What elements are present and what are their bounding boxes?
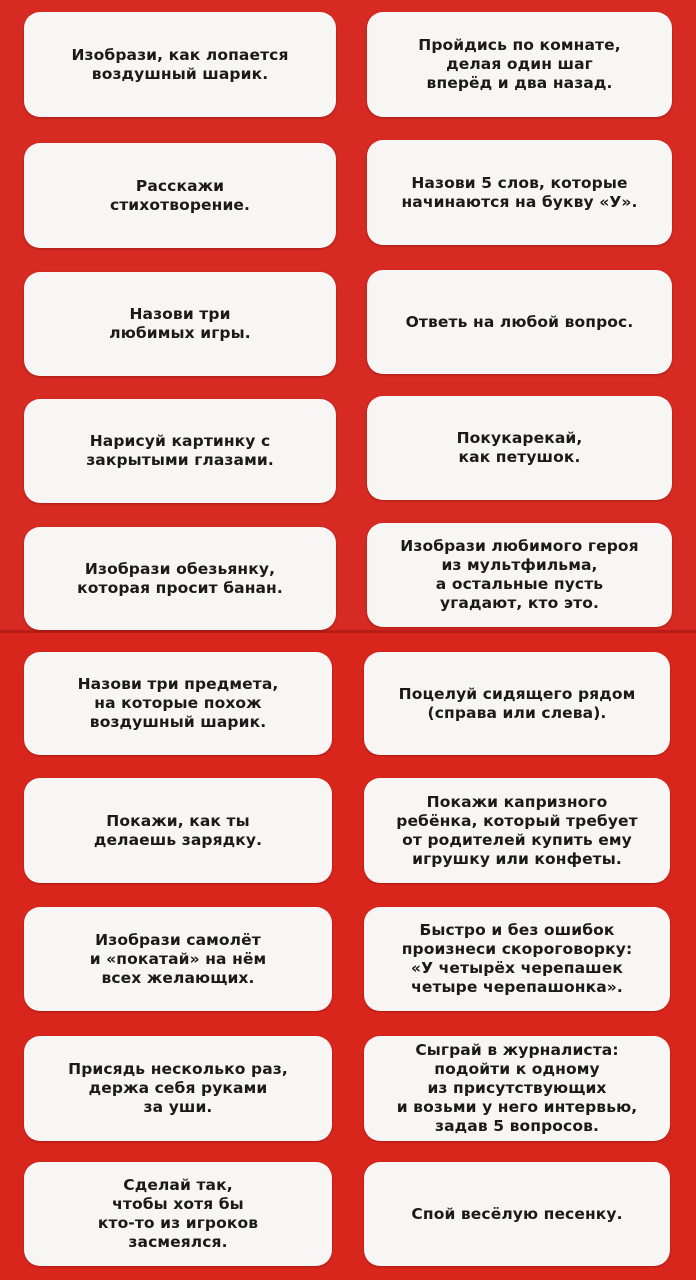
task-card[interactable] [24,143,336,248]
task-card-text: Нарисуй картинку с закрытыми глазами. [86,432,274,469]
task-card-text: Изобрази обезьянку, которая просит банан. [77,559,283,597]
task-card[interactable] [24,527,336,630]
task-card-text: Покукарекай, как петушок. [456,429,583,466]
task-card[interactable] [367,140,672,245]
task-card-text: Назови три любимых игры. [109,305,251,342]
task-card[interactable] [364,1036,670,1141]
task-card[interactable] [364,778,670,883]
task-card-text: Назови три предмета, на которые похож воздушный шарик. [77,675,279,731]
task-card[interactable] [367,270,672,374]
task-card-text: Расскажи стихотворение. [109,176,251,214]
task-card[interactable] [364,652,670,755]
task-card[interactable] [367,12,672,117]
task-card-text: Изобрази любимого героя из мультфильма, а остальные пусть угадают, кто это. [400,537,639,612]
task-card[interactable] [24,399,336,503]
task-card-text: Покажи, как ты делаешь зарядку. [93,811,263,849]
task-card-text: Пройдись по комнате, делая один шаг вперёд и два назад. [418,36,621,92]
task-card-text: Покажи капризного ребёнка, который требует от родителей купить ему игрушку или конфеты. [396,792,638,868]
task-card[interactable] [24,778,332,883]
task-card-text: Сыграй в журналиста: подойти к одному из присутствующих и возьми у него интервью, задав 5 вопросов. [396,1041,638,1135]
task-card[interactable] [367,396,672,500]
task-card[interactable] [24,12,336,117]
task-card[interactable] [24,652,332,755]
task-card-text: Быстро и без ошибок произнеси скороговорку: «У четырёх черепашек четыре черепашонка». [401,921,633,996]
task-card[interactable] [24,1162,332,1266]
task-card-text: Поцелуй сидящего рядом (справа или слева). [398,684,636,722]
task-card-text: Сделай так, чтобы хотя бы кто-то из игроков засмеялся. [97,1176,259,1251]
task-card[interactable] [24,907,332,1011]
task-card-text: Спой весёлую песенку. [411,1204,623,1223]
task-card-text: Изобрази самолёт и «покатай» на нём всех желающих. [89,930,267,987]
task-card-text: Изобрази, как лопается воздушный шарик. [71,45,289,83]
sheet-divider [0,630,696,633]
task-card-text: Ответь на любой вопрос. [405,312,634,331]
task-card-text: Присядь несколько раз, держа себя руками за уши. [68,1060,288,1116]
task-card[interactable] [24,1036,332,1141]
task-card[interactable] [364,1162,670,1266]
task-card[interactable] [24,272,336,376]
task-card-text: Назови 5 слов, которые начинаются на букву «У». [401,173,638,211]
task-card[interactable] [364,907,670,1011]
task-card[interactable] [367,523,672,627]
